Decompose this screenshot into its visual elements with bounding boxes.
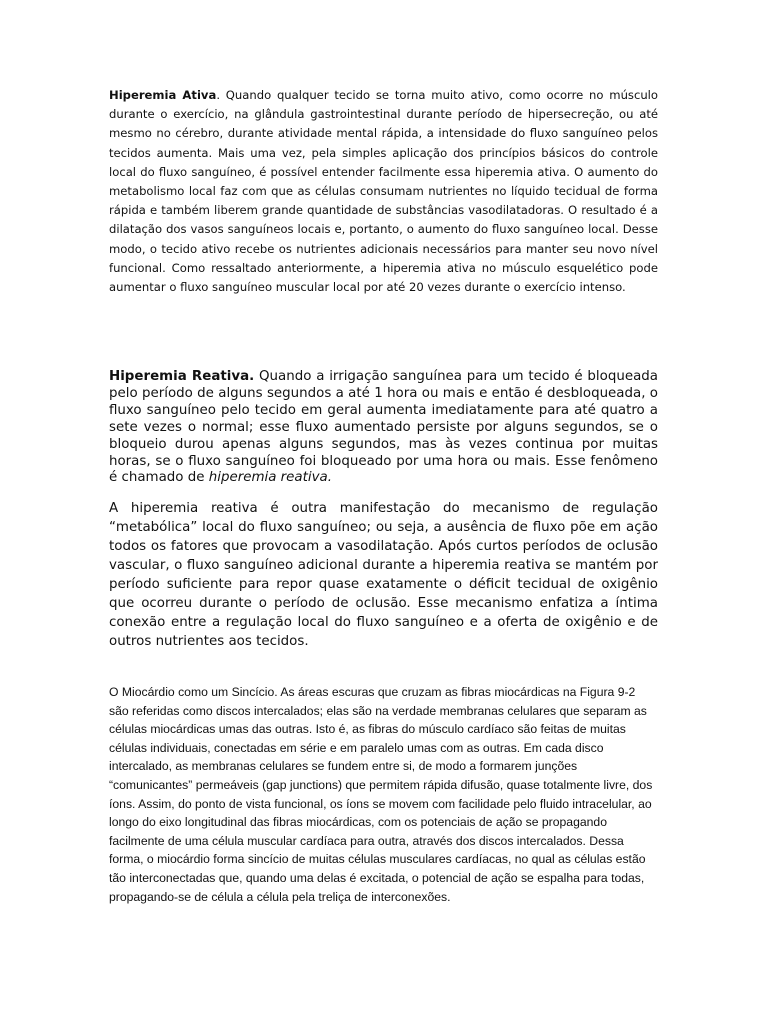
heading-hiperemia-reativa: Hiperemia Reativa. <box>109 369 255 384</box>
body-hiperemia-reativa: Quando a irrigação sanguínea para um tecido é bloqueada pelo período de alguns segundos a até 1 hora ou mais e então é desbloqueada, o fluxo sanguíneo pelo tecido em geral aumenta imediatamente para até quatro a sete vezes o normal; esse fluxo aumentado persiste por alguns segundos, se o bloqueio durou apenas alguns segundos, mas às vezes continua por muitas horas, se o fluxo sanguíneo foi bloqueado por uma hora ou mais. Esse fenômeno é chamado de <box>109 369 658 486</box>
paragraph-hiperemia-ativa <box>109 86 658 297</box>
paragraph-miocardio-sincicio: O Miocárdio como um Sincício. As áreas escuras que cruzam as fibras miocárdicas na Figura 9-2 são referidas como discos intercalados; elas são na verdade membranas celulares que separam as células miocárdicas umas das outras. Isto é, as fibras do músculo cardíaco são feitas de muitas células individuais, conectadas em série e em paralelo umas com as outras. Em cada disco intercalado, as membranas celulares se fundem entre si, de modo a formarem junções “comunicantes” permeáveis (gap junctions) que permitem rápida difusão, quase totalmente livre, dos íons. Assim, do ponto de vista funcional, os íons se movem com facilidade pelo fluido intracelular, ao longo do eixo longitudinal das fibras miocárdicas, com os potenciais de ação se propagando facilmente de uma célula muscular cardíaca para outra, através dos discos intercalados. Dessa forma, o miocárdio forma sincício de muitas células musculares cardíacas, no qual as células estão tão interconectadas que, quando uma delas é excitada, o potencial de ação se espalha para todas, propagando-se de célula a célula pela treliça de interconexões. <box>109 685 653 904</box>
body-hiperemia-ativa: . Quando qualquer tecido se torna muito ativo, como ocorre no músculo durante o exercício, na glândula gastrointestinal durante período de hipersecreção, ou até mesmo no cérebro, durante atividade mental rápida, a intensidade do fluxo sanguíneo pelos tecidos aumenta. Mais uma vez, pela simples aplicação dos princípios básicos do controle local do fluxo sanguíneo, é possível entender facilmente essa hiperemia ativa. O aumento do metabolismo local faz com que as células consumam nutrientes no líquido tecidual de forma rápida e também liberem grande quantidade de substâncias vasodilatadoras. O resultado é a dilatação dos vasos sanguíneos locais e, portanto, o aumento do fluxo sanguíneo local. Desse modo, o tecido ativo recebe os nutrientes adicionais necessários para manter seu novo nível funcional. Como ressaltado anteriormente, a hiperemia ativa no músculo esquelético pode aumentar o fluxo sanguíneo muscular local por até 20 vezes durante o exercício intenso. <box>109 88 658 295</box>
heading-hiperemia-ativa: Hiperemia Ativa <box>109 88 217 102</box>
paragraph-hiperemia-reativa-continued: A hiperemia reativa é outra manifestação do mecanismo de regulação “metabólica” local do fluxo sanguíneo; ou seja, a ausência de fluxo põe em ação todos os fatores que provocam a vasodilatação. Após curtos períodos de oclusão vascular, o fluxo sanguíneo adicional durante a hiperemia reativa se mantém por período suficiente para repor quase exatamente o déficit tecidual de oxigênio que ocorreu durante o período de oclusão. Esse mecanismo enfatiza a íntima conexão entre a regulação local do fluxo sanguíneo e a oferta de oxigênio e de outros nutrientes aos tecidos. <box>109 501 658 649</box>
term-hiperemia-reativa: hiperemia reativa. <box>208 470 332 486</box>
paragraph-hiperemia-reativa <box>109 369 658 487</box>
